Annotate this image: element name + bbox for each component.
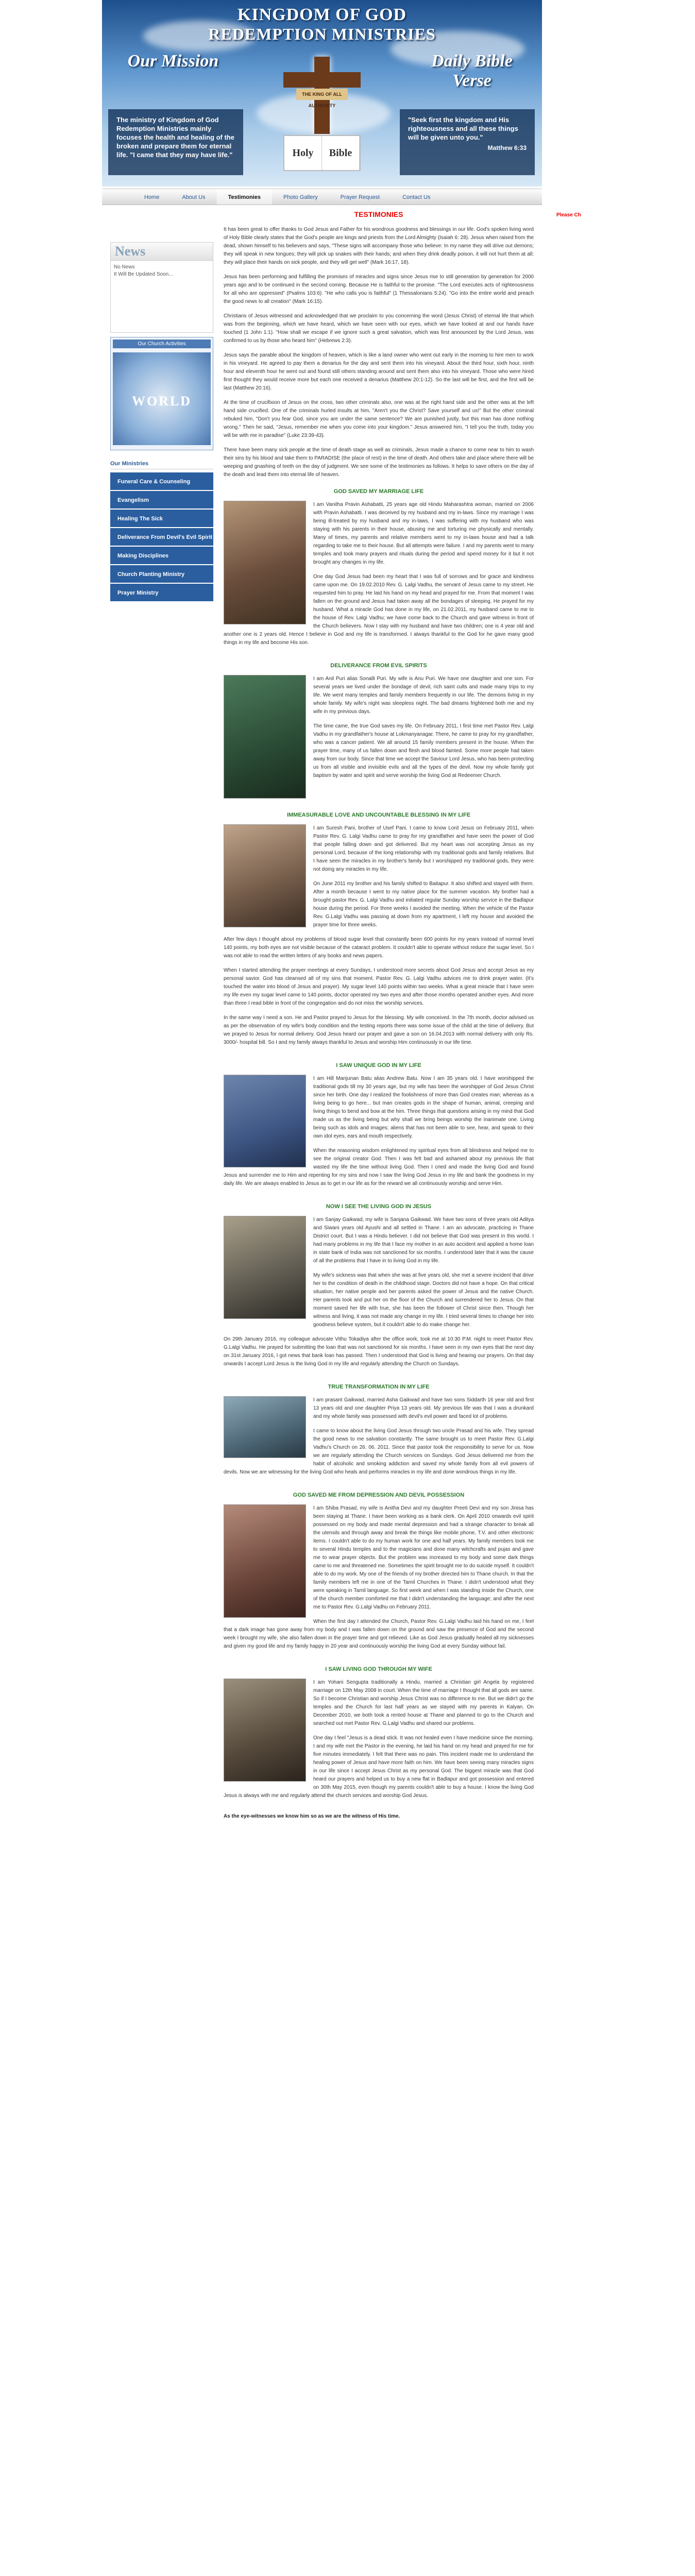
testimony-paragraph: I am Vanitha Pravin Ashabatti, 25 years age old Hindu Maharashtra woman, married on 2006 with Pravin Ashabatti. I was deceived by my husband and my in-laws. Since my marriage I was being ill-treated by my husband and my in-laws, I was suffering with my husband who was staying with his parents in their house, abusing me and torturing me physically and mentally. Many of times, my parents and relative members went to my in-laws house and had a talk regarding to take me to their house. But all attempts were failure. I and my parents went to many temples and took many prayers and rituals during the period and spend money for it but it not brought any changes in my life. [313,502,534,565]
bible-icon [283,135,361,171]
site-header [102,0,542,187]
testimony-title: GOD SAVED MY MARRIAGE LIFE [333,488,424,495]
main-content [224,210,534,1826]
testimony-paragraph: On 29th January 2016, my colleague advocate Vithu Tokadiya after the office work, took me at 10:30 P.M. night to meet Pastor Rev. G.Lalgi Vadhu. He prayed for submitting the loan that was not sanctioned for six months. I have seen in my own eyes that the next day on 31st January 2016, I got news that bank loan has passed. Then I understood that God is living and hearing our prayers. On that day onwards I accept Lord Jesus is the living God in my life and regularly attending the Church on Sundays. [224,1336,534,1367]
testimony-title: GOD SAVED ME FROM DEPRESSION AND DEVIL POSSESSION [293,1492,465,1498]
church-activities-box[interactable] [110,337,213,450]
testimony-title: NOW I SEE THE LIVING GOD IN JESUS [326,1204,432,1210]
ministries-list [110,472,213,602]
testimony-photo [224,1504,306,1618]
testimony-body [224,1396,534,1483]
ministry-making-disciplines[interactable]: Making Disciplines [110,547,213,565]
main-nav [102,189,542,205]
nav-prayer-request[interactable]: Prayer Request [340,194,380,200]
marquee-text: Please Ch [556,212,581,218]
nav-testimonies[interactable]: Testimonies [217,189,272,205]
testimony-paragraph: When the first day I attended the Church, Pastor Rev. G.Lalgi Vadhu laid his hand on me, I feel that a dark image has gone away from my body and I was fallen down on the ground and saw the presence of God and the second week I brought my wife, she also fallen down in the prayer time and got relieved. Like as God Jesus gradually healed all my sicknesses and given my good life and my family happy in 20 year and continuously worship the living God at every Sunday without fail. [224,1619,534,1649]
testimony-photo [224,675,306,799]
ministry-church-planting[interactable]: Church Planting Ministry [110,565,213,584]
testimony-paragraph: In the same way I need a son. He and Pastor prayed to Jesus for the blessing. My wife conceived. In the 7th month, doctor advised us as per the observation of my wife's body condition and the testing reports there was some issue of the child at the time of delivery. But we prayed to Jesus for normal delivery. God Jesus heard our prayer and gave a son on 16.04.2013 with normal delivery with only Rs. 3000/- hospital bill. So I and my family always thankful to Jesus and worship Him continuously in our life time. [224,1015,534,1045]
activities-image-text: WORLD [131,394,192,409]
testimony-photo [224,501,306,624]
news-title: News [110,242,213,261]
testimony-paragraph: I am Hill Manjunan Batu alias Andrew Batu. Now I am 35 years old. I have worshipped the traditional gods till my 30 years age, but my wife has been the worshipper of God Jesus Christ since her birth. One day I realized the foolishness of more than God creates man; whereas as a living being to go here... but man creates gods in the shape of human, animal, creeping and living things to bend and bow at the him. Three things that questions arising in my mind that God made us as the living being but why shall we bring beings worship the inanimate one. Living being such as idols and images; aliens that has not been able to see, hear, and speak to their own idol eyes, ears and mouth respectively. [313,1076,534,1139]
testimony-title: I SAW UNIQUE GOD IN MY LIFE [336,1062,421,1069]
testimony-paragraph: On June 2011 my brother and his family shifted to Baitapur. It also shifted and stayed with them. After a month because I went to my native place for the summer vacation. My brother had a brought pastor Rev. G. Lalgi Vadhu and initiated regular Sunday worship service in the Badlapur house during the period. For three weeks I avoided the meeting. When the vehicle of the Pastor Rev. G.Lalgi Vadhu was passing at down from my apartment, I left my house and avoided the prayer time for three weeks. [313,881,534,928]
testimony-photo [224,1216,306,1319]
testimony-paragraph: One day I feel "Jesus is a dead stick. It was not healed even I have medicine since the morning. I and my wife met the Pastor in the evening, he laid his hand on my head and prayed for me for five minutes immediately. I felt that there was no pain. This incident made me to understand the healing power of Jesus and have more faith on him. We have been seeing many miracles signs in our life since I accept Jesus Christ as my personal God. The biggest miracle was that God heard our prayers and helped us to buy a new flat in Badlapur and got possession and entered on 30th May 2015, even though my parents couldn't able to buy a house. I know the living God Jesus is always with me and regularly attend the church services and worship God Jesus. [224,1735,534,1799]
testimony-paragraph: When the reasoning wisdom enlightened my spiritual eyes from all blindness and helped me to see the original creator God. Then I was felt bad and ashamed about my previous life that wasted my life the time without living God. Then I cried and made the living God and found Jesus and surrender me to Him and repenting for my sins and now I saw the living God Jesus in my life and bank the goodness in my daily life. We are always enabled to Jesus as to get in our life as for the reward we all continuously worship and serve Him. [224,1148,534,1187]
testimony-body [224,501,534,653]
site-title-line1: KINGDOM OF GOD [237,5,407,24]
news-box [110,261,213,333]
testimony-paragraph: I am Yohani Sengupta traditionally a Hindu, married a Christian girl Angela by registered marriage on 12th May 2008 in court. When the time of marriage I thought that all gods are same. So if I become Christian and worship Jesus Christ was no difference to me. But we didn't go the temples and the Church for last half years as we stayed with my parents in Kalyan. On December 2010, we both took a rented house at Thane and planned to go to the Church and searched out met Pastor Rev. G.Lalgi Vadhu and shared our problems. [313,1680,534,1726]
intro-paragraph: Jesus says the parable about the kingdom of heaven, which is like a land owner who went out early in the morning to hire men to work in his vineyard. He agreed to pay them a denarius for the day and sent them into his vineyard. About the third hour, sixth hour, ninth hour and eleventh hour he went out and found still others standing around and sent them also into his vineyard. Those who were hired first thought they would receive more but each one received a denarius (Matthew 20:1-12). So the last will be first, and the first will be last (Matthew 20:16). [224,352,534,391]
testimony-paragraph: I am Suresh Pani, brother of Usef Pani. I came to know Lord Jesus on February 2011, when Pastor Rev. G. Lalgi Vadhu came to pray for my grandfather and have seen the power of God that people falling down and got delivered. But my heart was not accepting Jesus as my personal Lord, because of the long relationship with my traditional gods and family relatives. But I have seen the miracles in my brother's family but I worshipped my traditional gods, they were not doing any miracles in my life. [313,825,534,872]
testimony-paragraph: I am Sanjay Gaikwad, my wife is Sanjana Gaikwad. We have two sons of three years old Aditya and Siwani years old Ayushi and all settled in Thane. I am an advocate, practicing in Thane District court. But I was a Hindu believer. I did not believe that God was present in this world. I had many problems in my life that I face my mother in an auto accident and applied a home loan in state bank of India was not sanctioned for six months. I understood later that it was the cause of all the problems that I have in to living God in my life. [313,1217,534,1264]
testimony-title: I SAW LIVING GOD THROUGH MY WIFE [325,1666,432,1672]
activities-image[interactable] [113,352,211,445]
testimony-body [224,824,534,1053]
testimony-paragraph: My wife's sickness was that when she was at five years old, she met a severe incident that drive her to the condition of death in the childhood stage. Doctors did not have a hope. On that critical situation, her native people and her parents asked the power of Jesus and the native Church. Her parents took and put her on the floor of the Church and surrendered her to Jesus. On that moment saved her life with true, she has been the follower of Christ since then. Though her witness and living, it was not made any change in my life. I tried several times to change her into goodness believe system, but it couldn't able to do make change her. [313,1273,534,1328]
news-item: It Will Be Updated Soon... [114,272,173,277]
news-item: No News [114,264,135,270]
testimony-photo [224,824,306,927]
closing-statement: As the eye-witnesses we know him so as we are the witness of His time. [224,1814,400,1819]
testimony-paragraph: I am Anil Puri alias Sonalli Puri. My wife is Anu Puri. We have one daughter and one son. For several years we lived under the bondage of devil, rich saint cults and made many trips to my life. We went many temples and family members frequently in our life. The demons living in my whole family. My wife's night was sleepless night. The bad dreams frightened both me and my wife in my previous days. [313,676,534,715]
nav-home[interactable]: Home [144,194,160,200]
intro-paragraph: There have been many sick people at the time of death stage as well as criminals, Jesus made a chance to come near to him to wash their sins by his blood and take them to PARADISE (the place of rest) in the time of death. And others take and place where there will be weeping and gnashing of teeth on the day of judgment. We see some of the testimonies as follows. It helps to save others on the day of the death and lead them into eternal life of heaven. [224,447,534,478]
intro-paragraph: Jesus has been performing and fulfilling the promises of miracles and signs since Jesus rise to still generation by generation for 2000 years ago and to be continued in the second coming. Because He is faithful to the promise. "The Lord executes acts of righteousness for all who are oppressed" (Psalms 103:6). "He who calls you is faithful" (1 Thessalonians 5:24). "Go into the entire world and preach the good news to all creation" (Mark 16:15). [224,274,534,304]
page-wrapper [102,0,542,2576]
verse-reference: Matthew 6:33 [487,144,527,151]
nav-about-us[interactable]: About Us [182,194,206,200]
testimony-paragraph: One day God Jesus had been my heart that I was full of sorrows and for grace and kindness came upon me. On 19.02.2010 Rev. G. Lalgi Vadhu, the servant of Jesus came to my street. He requested him to pray. He laid his hand on my head and prayed for me. From that moment I was fallen on the ground and Jesus had taken away all the bondages of sleeping. He prayed for my husband. What a miracle God has done in my life, on 21.02.2011, my husband came to me to the house of Rev. Lalgi Vadhu; we have come back to the Church and gave witness in front of the Church believers. Now I stay with my husband and have two children; one is 4 year old and another one is 2 years old. Hence I believe in God and my life is transformed. I always thankful to the God for he gave many good things in my life and become His son. [224,574,534,646]
testimony-body [224,1504,534,1657]
testimony-paragraph: I am Shiba Prasad, my wife is Anitha Devi and my daughter Preeti Devi and my son Jinisa has been staying at Thane. I have been working as a bank clerk. On April 2010 onwards evil spirit possessed on my body and made mental depression and had a strange character to break all the utensils and through away and break the things like mobile phone, T.V. and other electronic items. I couldn't able to do my human work for one and half years. My family members took me to several Hindu temples and to the magicians and done many witchcrafts and pujas and gave me to wear prayer objects. But the problem was increased to my body and some dark things came to me and threatened me. Sometimes the spirit brought me to do suicide myself. It couldn't able to do my work. My one of the friends of my brother directed him to Thane church. In that the family members left me in one of the Tamil Churches in Thane. I didn't understood what they were speaking in Tamil language. So first week and when I was standing inside the Church, one of the church member comforted me that I didn't understanding the language; and after the next me to Pastor Rev. G.Lalgi Vadhu on February 2011. [313,1505,534,1610]
ministry-prayer[interactable]: Prayer Ministry [110,584,213,602]
activities-title: Our Church Activities [113,340,211,348]
testimony-paragraph: The time came, the true God saves my life. On February 2011, I first time met Pastor Rev. Lalgi Vadhu in my grandfather's house at Lokmanyanagar. There, he came to pray for my grandfather, who was a cancer patient. We all around 15 family members present in the house. When the prayer time, many of us fallen down and flesh and blood fainted. Some more people had taken away from our body. Since that time we accept the Saviour Lord Jesus, who has been protecting us from all visible and invisible evils and all the types of the devil. Now my whole family got baptism by water and spirit and serve worship the living God at Redeemer Church. [313,723,534,778]
testimony-body [224,675,534,803]
ministries-label: Our Ministries [110,459,213,469]
testimony-body [224,1679,534,1806]
testimony-paragraph: I came to know about the living God Jesus through two uncle Prasad and his wife. They spread the good news to me salvation constantly. The same brought us to meet Pastor Rev. G.Lalgi Vadhu's Church on 26. 06. 2011. Since that pastor took the responsibility to serve for us. Now we are regularly attending the Church services on Sundays. God Jesus delivered me from the habit of alcoholic and smoking addiction and saved my whole family from all evil powers of devils. Now we are witnessing for the living God who heals and performs miracles in my life and done wondrous things in my life. [224,1428,534,1475]
testimony-title: TRUE TRANSFORMATION IN MY LIFE [328,1384,430,1390]
testimony-paragraph: After few days I thought about my problems of blood sugar level that constantly been 600 points for my years instead of normal level 140 points, my both eyes are not visible because of the cataract problem. It couldn't able to operate without reduce the sugar level. So I was not able to read the written letters of any books and news papers. [224,937,534,959]
mission-text: The ministry of Kingdom of God Redemption Ministries mainly focuses the health and healing of the broken and prepare them for eternal life. "I came that they may have life." [108,109,243,175]
testimony-paragraph: When I started attending the prayer meetings at every Sundays, I understood more secrets about God Jesus and accept Jesus as my personal savior. God has cleansed all of my sins that moment. Pastor Rev. G. Lalgi Vadhu advices me to drink prayer water. (It's touched the water into blood of Jesus and prayer). My sugar level 140 points within two weeks. What a great miracle that I have seen my life even my sugar level came to 140 points, doctor operated my two eyes and after those months operated another eyes. And more than three I read bible in front of the congregation and do not miss the worship services. [224,968,534,1006]
testimony-photo [224,1679,306,1782]
nav-contact-us[interactable]: Contact Us [402,194,431,200]
testimony-paragraph: I am prasant Gaikwad, married Asha Gaikwad and have two sons Siddarth 16 year old and first 13 years old and one daughter Priya 13 years old. My previous life was that I was a drunkard and my whole family was possessed with devil's evil power and faced lot of problems. [313,1397,534,1419]
intro-paragraph: Christians of Jesus witnessed and acknowledged that we proclaim to you concerning the word (Jesus Christ) of eternal life that which was from the beginning, which we have heard, which we have seen with our eyes, which we have looked at and our hands have touched (1 John 1:1). "How shall we escape if we ignore such a great salvation, which was first announced by the Lord Jesus, was confirmed to us by those who heard him" (Hebrews 2:3). [224,313,534,344]
testimony-body [224,1216,534,1375]
site-title-line2: REDEMPTION MINISTRIES [208,25,436,43]
bible-right-page: Bible [322,136,360,170]
testimony-body [224,1075,534,1194]
testimony-title: DELIVERANCE FROM EVIL SPIRITS [330,663,427,669]
sidebar [110,242,213,602]
testimony-photo [224,1075,306,1167]
ministry-deliverance[interactable]: Deliverance From Devil's Evil Spirit [110,528,213,547]
mission-title: Our Mission [127,52,219,71]
nav-photo-gallery[interactable]: Photo Gallery [283,194,318,200]
testimony-photo [224,1396,306,1458]
intro-paragraph: It has been great to offer thanks to God Jesus and Father for his wondrous goodness and blessings in our life. God's spoken living word of Holy Bible clearly states that the God's people are kings and priests from the Lord Almighty (Isaiah 6: 28). Jesus when raised from the dead, shown himself to his believers and says, "These signs will accompany those who believe: In my name they will drive out demons; they will speak in new tongues; they will pick up snakes with their hands; and when they drink deadly poison, it will not hurt them at all; they will place their hands on sick people, and they will get well" (Mark 16:17, 18). [224,227,534,265]
testimony-title: IMMEASURABLE LOVE AND UNCOUNTABLE BLESSING IN MY LIFE [286,812,471,818]
cross-sign: THE KING OF ALL AUTHORITY [296,89,348,100]
cross-icon [283,57,361,134]
intro-paragraph: At the time of crucifixion of Jesus on the cross, two other criminals also, one was at the right hand side and the other was at the left hand side crucified. One of the criminals hurled insults at him, "Aren't you the Christ? Save yourself and us!" But the other criminal rebuked him, "Don't you fear God, since you are under the same sentence? We are punished justly, but this man has done nothing wrong." Then he said, "Jesus, remember me when you come into your kingdom." Jesus answered him, "I tell you the truth, today you will be with me in paradise" (Luke 23:39-43). [224,400,534,438]
ministry-healing-the-sick[interactable]: Healing The Sick [110,510,213,528]
ministry-evangelism[interactable]: Evangelism [110,491,213,510]
page-title: TESTIMONIES [354,210,403,218]
verse-box [400,109,535,175]
bible-left-page: Holy [284,136,322,170]
ministry-funeral-care[interactable]: Funeral Care & Counseling [110,472,213,491]
verse-title: Daily Bible Verse [431,52,513,90]
verse-text: "Seek first the kingdom and His righteousness and all these things will be given unto you." [408,116,518,141]
